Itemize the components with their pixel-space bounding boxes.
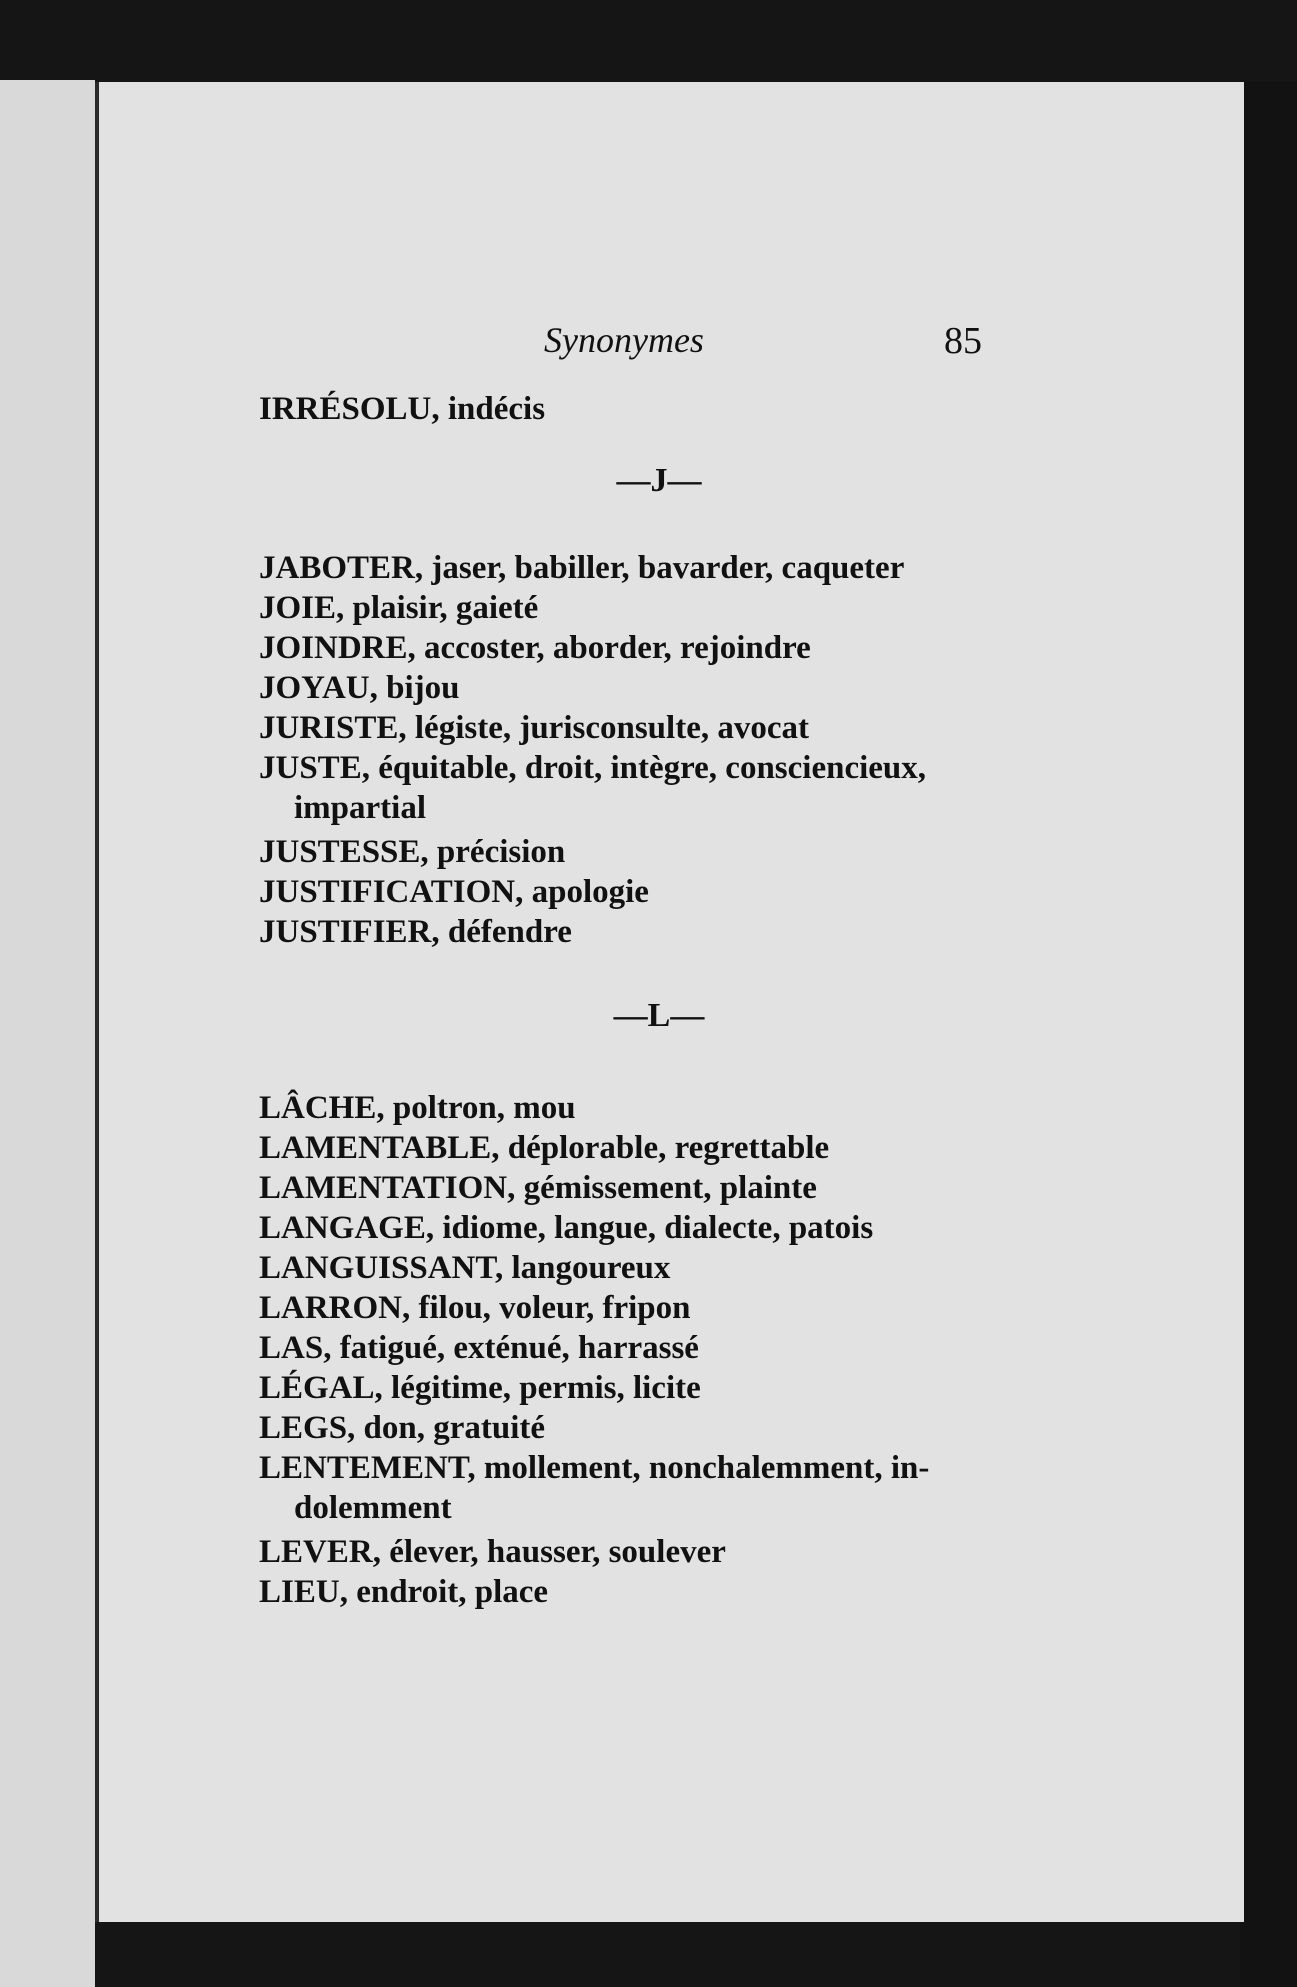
entry-las: LAS, fatigué, exténué, harrassé (259, 1330, 699, 1366)
entry-joindre: JOINDRE, accoster, aborder, rejoindre (259, 630, 811, 666)
entry-juriste: JURISTE, légiste, jurisconsulte, avocat (259, 710, 809, 746)
entry-legal: LÉGAL, légitime, permis, licite (259, 1370, 701, 1406)
entry-continuation: impartial (294, 790, 426, 826)
previous-page-edge (0, 80, 95, 1987)
entry-jaboter: JABOTER, jaser, babiller, bavarder, caqueter (259, 550, 905, 586)
page-number: 85 (944, 320, 982, 362)
entry-justesse: JUSTESSE, précision (259, 834, 566, 870)
entry-lamentable: LAMENTABLE, déplorable, regrettable (259, 1130, 830, 1166)
entry-joyau: JOYAU, bijou (259, 670, 460, 706)
section-letter-j: —J— (616, 462, 702, 499)
entry-juste (259, 748, 926, 828)
entry-lieu: LIEU, endroit, place (259, 1574, 549, 1610)
entry-justification: JUSTIFICATION, apologie (259, 874, 649, 910)
running-title: Synonymes (544, 320, 704, 360)
entry-langage: LANGAGE, idiome, langue, dialecte, patois (259, 1210, 874, 1246)
entry-legs: LEGS, don, gratuité (259, 1410, 546, 1446)
entry-continuation: dolemment (294, 1490, 452, 1526)
entry-languissant: LANGUISSANT, langoureux (259, 1250, 671, 1286)
entry-text: JUSTE, équitable, droit, intègre, consciencieux, (259, 750, 927, 786)
entry-joie: JOIE, plaisir, gaieté (259, 590, 539, 626)
book-page (95, 82, 1244, 1922)
entry-justifier: JUSTIFIER, défendre (259, 914, 572, 950)
entry-text: LENTEMENT, mollement, nonchalemment, in- (259, 1450, 930, 1486)
entry-lever: LEVER, élever, hausser, soulever (259, 1534, 726, 1570)
section-letter-l: —L— (613, 997, 705, 1034)
entry-lentement (259, 1448, 929, 1528)
entry-larron: LARRON, filou, voleur, fripon (259, 1290, 691, 1326)
book-edge (1240, 82, 1297, 1987)
entry-lamentation: LAMENTATION, gémissement, plainte (259, 1170, 817, 1206)
entry-lache: LÂCHE, poltron, mou (259, 1090, 576, 1126)
entry-irresolu: IRRÉSOLU, indécis (259, 391, 546, 427)
